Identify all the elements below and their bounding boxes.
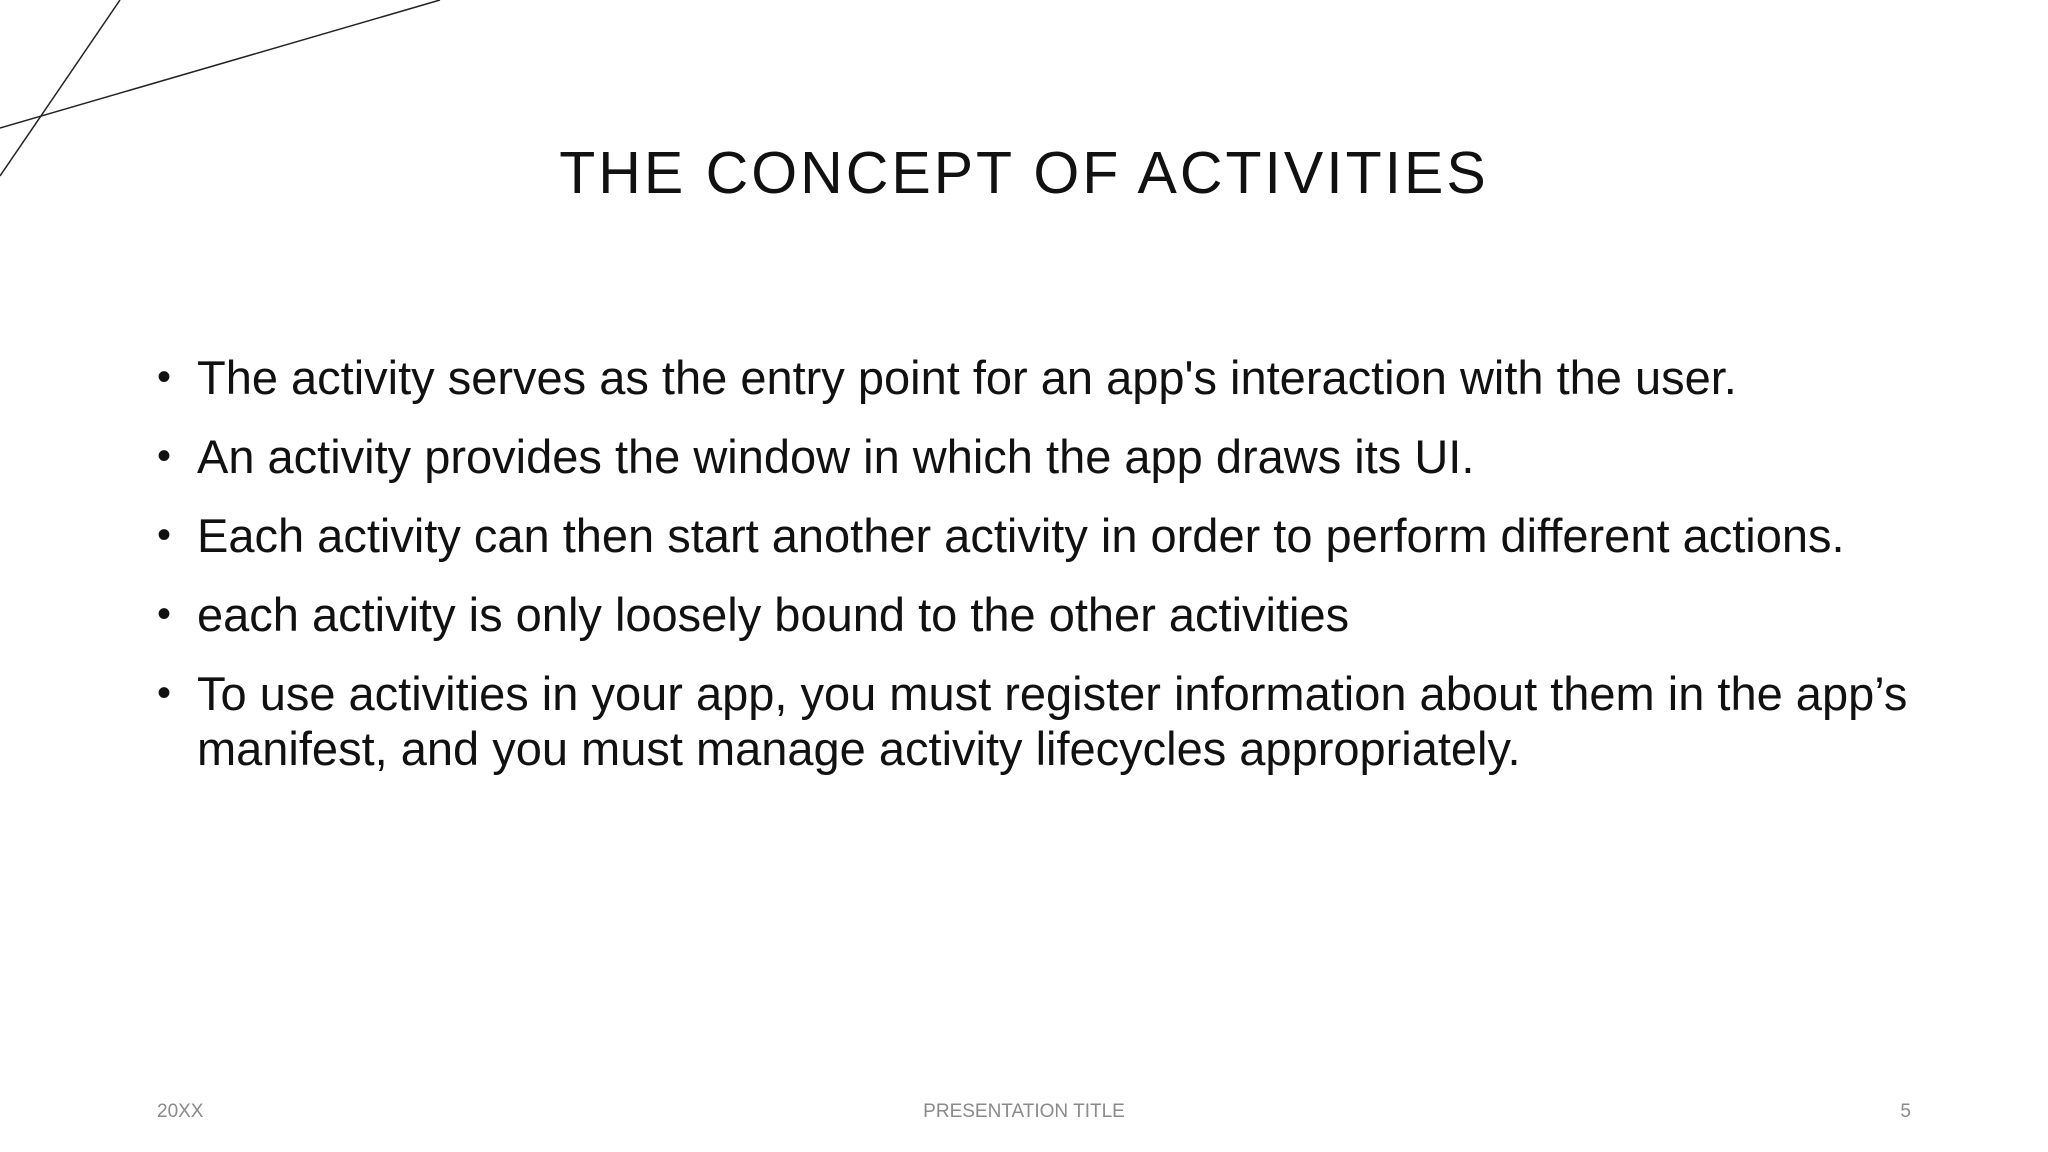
bullet-item (155, 429, 1915, 484)
bullet-icon: • (157, 434, 172, 478)
bullet-text: To use activities in your app, you must register information about them in the app’s manifest, and you must manage activity lifecycles appropriately. (197, 667, 1908, 775)
decor-line-1 (0, 0, 440, 128)
bullet-item (155, 666, 1915, 776)
bullet-item (155, 508, 1915, 563)
bullet-text: The activity serves as the entry point for an app's interaction with the user. (197, 351, 1737, 404)
bullet-icon: • (157, 671, 172, 715)
bullet-icon: • (157, 513, 172, 557)
footer-presentation-title: PRESENTATION TITLE (923, 1101, 1125, 1122)
bullet-list (155, 350, 1915, 800)
footer-page-number: 5 (1900, 1101, 1911, 1122)
bullet-text: each activity is only loosely bound to the other activities (197, 588, 1350, 641)
bullet-item (155, 587, 1915, 642)
footer-date: 20XX (157, 1101, 204, 1122)
bullet-icon: • (157, 592, 172, 636)
slide-title: THE CONCEPT OF ACTIVITIES (559, 140, 1489, 206)
bullet-item (155, 350, 1915, 405)
bullet-text: Each activity can then start another activity in order to perform different actions. (197, 509, 1845, 562)
bullet-text: An activity provides the window in which the app draws its UI. (197, 430, 1475, 483)
bullet-icon: • (157, 355, 172, 399)
